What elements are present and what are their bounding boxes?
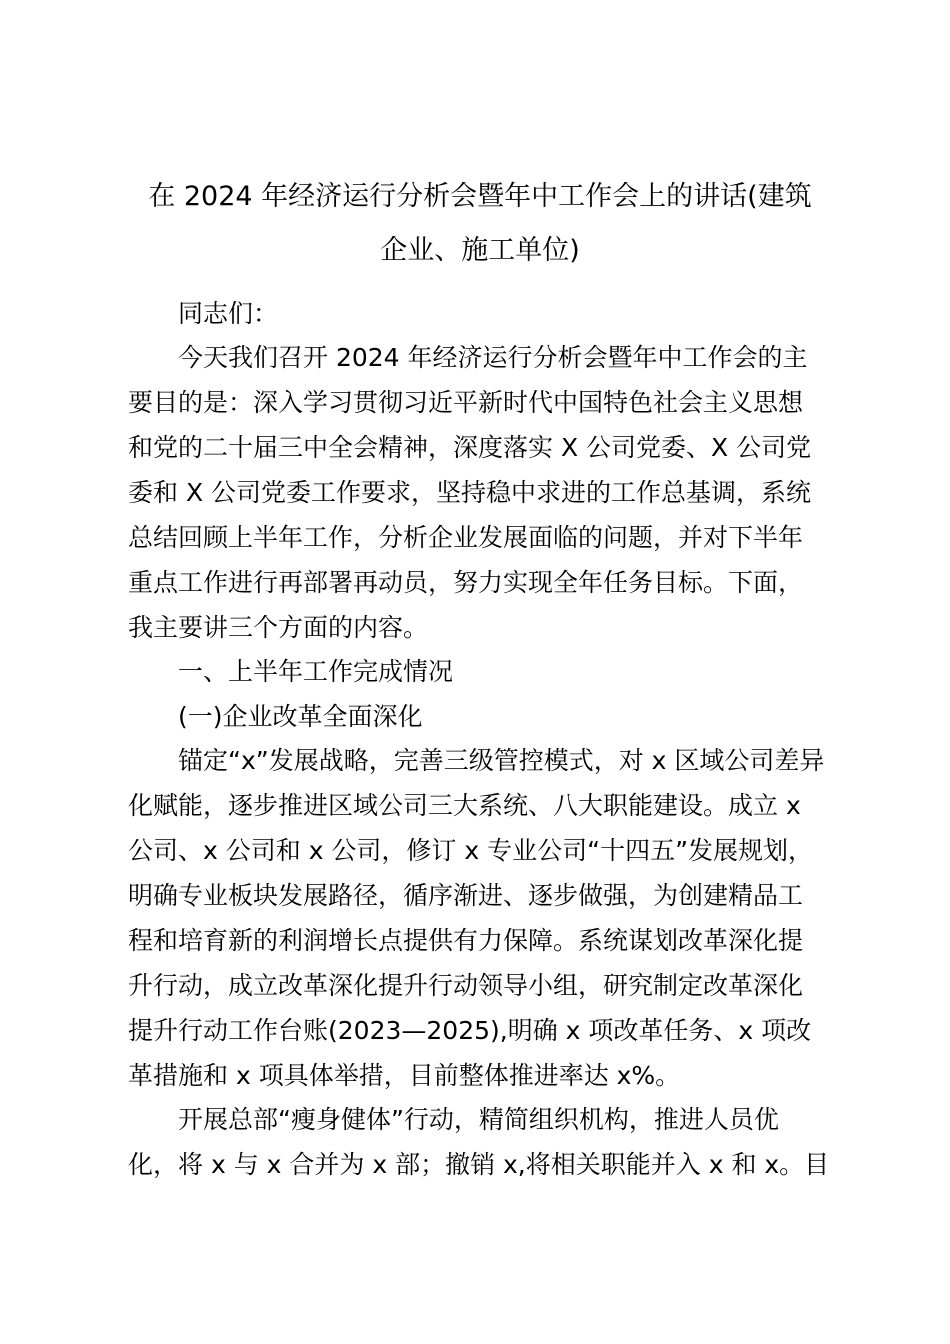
body-line: 化，将 x 与 x 合并为 x 部；撤销 x,将相关职能并入 x 和 x。目 (128, 1150, 830, 1179)
body-line: 委和 X 公司党委工作要求，坚持稳中求进的工作总基调，系统 (128, 478, 812, 507)
document-title (120, 170, 840, 278)
body-line: 革措施和 x 项具体举措，目前整体推进率达 x%。 (128, 1061, 681, 1090)
body-line: 锚定“x”发展战略，完善三级管控模式，对 x 区域公司差异 (178, 746, 825, 775)
body-line: 公司、x 公司和 x 公司，修订 x 专业公司“十四五”发展规划， (128, 836, 814, 865)
title-line-2: 企业、施工单位) (380, 235, 580, 266)
body-line: 升行动，成立改革深化提升行动领导小组，研究制定改革深化 (128, 971, 804, 1000)
body-line: 程和培育新的利润增长点提供有力保障。系统谋划改革深化提 (128, 926, 804, 955)
body-line: 今天我们召开 2024 年经济运行分析会暨年中工作会的主 (178, 343, 808, 372)
body-line: 化赋能，逐步推进区域公司三大系统、八大职能建设。成立 x (128, 791, 801, 820)
body-line: 重点工作进行再部署再动员，努力实现全年任务目标。下面， (128, 568, 804, 597)
title-line-1: 在 2024 年经济运行分析会暨年中工作会上的讲话(建筑 (148, 181, 812, 212)
body-line: 和党的二十届三中全会精神，深度落实 X 公司党委、X 公司党 (128, 433, 812, 462)
section-heading: 一、上半年工作完成情况 (178, 657, 454, 686)
body-line: 提升行动工作台账(2023—2025),明确 x 项改革任务、x 项改 (128, 1016, 812, 1045)
subsection-heading: (一)企业改革全面深化 (178, 702, 423, 731)
body-line: 开展总部“瘦身健体”行动，精简组织机构，推进人员优 (178, 1105, 779, 1134)
body-line: 我主要讲三个方面的内容。 (128, 613, 429, 642)
body-line: 要目的是：深入学习贯彻习近平新时代中国特色社会主义思想 (128, 388, 804, 417)
salutation: 同志们： (178, 299, 279, 328)
body-line: 总结回顾上半年工作，分析企业发展面临的问题，并对下半年 (128, 523, 804, 552)
body-line: 明确专业板块发展路径，循序渐进、逐步做强，为创建精品工 (128, 881, 804, 910)
